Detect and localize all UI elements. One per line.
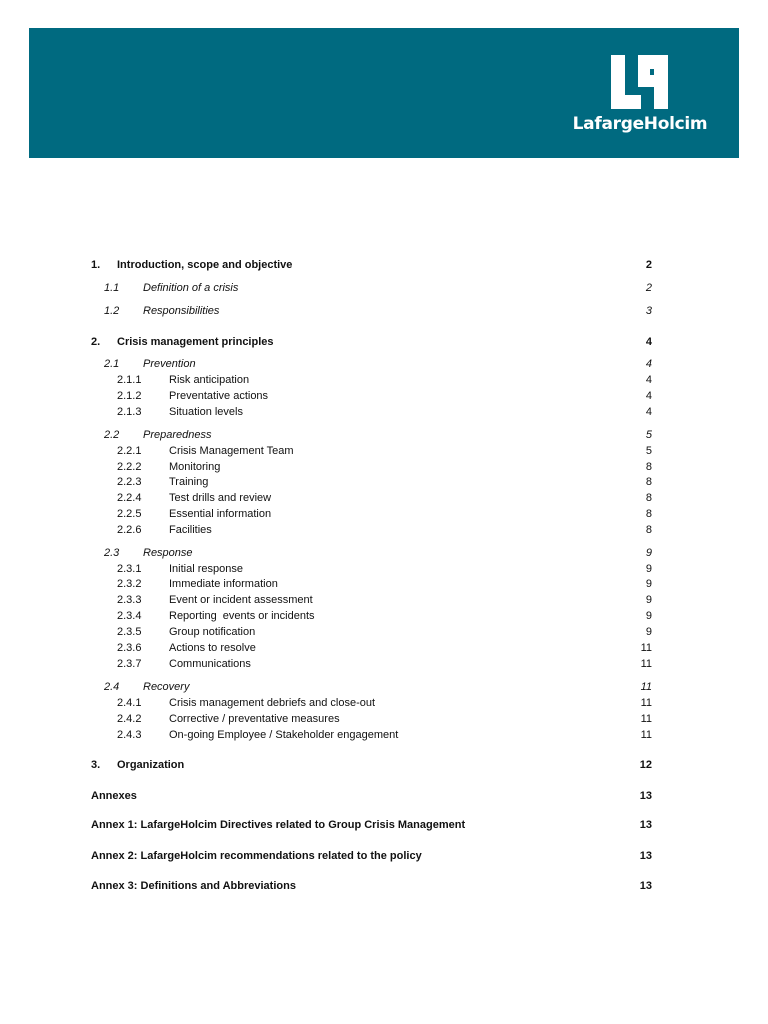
toc-entry[interactable] xyxy=(0,404,768,420)
toc-entry-title: Facilities xyxy=(169,524,212,536)
toc-entry-page: 9 xyxy=(645,547,652,559)
toc-entry-number: 1. xyxy=(91,259,101,271)
toc-entry-title: Organization xyxy=(117,759,185,771)
toc-entry[interactable] xyxy=(0,459,768,475)
toc-entry-page: 11 xyxy=(640,729,652,741)
toc-entry-number: 2.3.5 xyxy=(117,626,142,638)
toc-entry[interactable] xyxy=(0,257,768,273)
toc-entry-number: 2.3.4 xyxy=(117,610,142,622)
toc-entry[interactable] xyxy=(0,624,768,640)
toc-entry-page: 3 xyxy=(645,305,652,317)
toc-entry-page: 4 xyxy=(645,336,652,348)
toc-entry[interactable] xyxy=(0,443,768,459)
toc-entry-title: Response xyxy=(143,547,193,559)
toc-entry-number: 1.2 xyxy=(104,305,120,317)
toc-entry-number: 2.3.7 xyxy=(117,658,142,670)
toc-entry-page: 4 xyxy=(645,406,652,418)
toc-entry-page: 11 xyxy=(640,681,652,693)
toc-entry-title: Recovery xyxy=(143,681,190,693)
toc-entry-number: 3. xyxy=(91,759,101,771)
toc-entry-number: 2.3.3 xyxy=(117,594,142,606)
toc-entry-number: 2.4.2 xyxy=(117,713,142,725)
toc-entry[interactable] xyxy=(0,757,768,773)
toc-entry[interactable] xyxy=(0,576,768,592)
toc-entry-number: 2.2.2 xyxy=(117,461,142,473)
toc-entry-title: Immediate information xyxy=(169,578,278,590)
toc-entry-page: 5 xyxy=(645,445,652,457)
toc-entry-page: 11 xyxy=(640,642,652,654)
toc-entry[interactable] xyxy=(0,545,768,561)
toc-entry[interactable] xyxy=(0,334,768,350)
toc-entry-page: 13 xyxy=(639,880,652,892)
toc-entry-page: 2 xyxy=(645,282,652,294)
toc-entry-number: 2.4.1 xyxy=(117,697,142,709)
toc-entry-number: 2. xyxy=(91,336,101,348)
toc-entry-title: Annex 2: LafargeHolcim recommendations related to the policy xyxy=(91,850,422,862)
toc-entry[interactable] xyxy=(0,506,768,522)
toc-entry-page: 13 xyxy=(639,790,652,802)
toc-entry-page: 9 xyxy=(645,563,652,575)
toc-entry-page: 4 xyxy=(645,374,652,386)
toc-entry-page: 12 xyxy=(639,759,652,771)
toc-entry[interactable] xyxy=(0,878,768,894)
toc-entry-page: 8 xyxy=(645,492,652,504)
toc-entry-page: 8 xyxy=(645,476,652,488)
toc-entry[interactable] xyxy=(0,522,768,538)
toc-entry-title: Actions to resolve xyxy=(169,642,256,654)
toc-entry-title: Crisis management principles xyxy=(117,336,274,348)
toc-entry-number: 2.3.2 xyxy=(117,578,142,590)
toc-entry-title: Crisis management debriefs and close-out xyxy=(169,697,376,709)
toc-entry-number: 2.3.6 xyxy=(117,642,142,654)
toc-entry-page: 9 xyxy=(645,610,652,622)
toc-entry[interactable] xyxy=(0,372,768,388)
toc-entry[interactable] xyxy=(0,640,768,656)
toc-entry-title: Initial response xyxy=(169,563,243,575)
toc-entry-title: Annexes xyxy=(91,790,137,802)
toc-entry-title: Preventative actions xyxy=(169,390,269,402)
toc-entry-number: 2.2.3 xyxy=(117,476,142,488)
toc-entry-page: 8 xyxy=(645,461,652,473)
toc-entry-title: Corrective / preventative measures xyxy=(169,713,340,725)
toc-entry-page: 9 xyxy=(645,594,652,606)
toc-entry[interactable] xyxy=(0,656,768,672)
toc-entry[interactable] xyxy=(0,695,768,711)
toc-entry-number: 2.1.1 xyxy=(117,374,142,386)
toc-entry-title: On-going Employee / Stakeholder engagement xyxy=(169,729,399,741)
toc-entry[interactable] xyxy=(0,427,768,443)
toc-entry-title: Communications xyxy=(169,658,251,670)
toc-entry-page: 5 xyxy=(645,429,652,441)
toc-entry-title: Reporting events or incidents xyxy=(169,610,315,622)
toc-entry-title: Group notification xyxy=(169,626,256,638)
toc-entry[interactable] xyxy=(0,848,768,864)
toc-entry[interactable] xyxy=(0,561,768,577)
toc-entry-page: 11 xyxy=(640,697,652,709)
toc-entry-page: 4 xyxy=(645,358,652,370)
toc-entry-number: 2.3 xyxy=(104,547,120,559)
toc-entry[interactable] xyxy=(0,303,768,319)
toc-entry-page: 11 xyxy=(640,713,652,725)
toc-entry-page: 13 xyxy=(639,850,652,862)
toc-entry-number: 2.4.3 xyxy=(117,729,142,741)
toc-entry-page: 2 xyxy=(645,259,652,271)
toc-entry-title: Prevention xyxy=(143,358,196,370)
toc-entry-page: 9 xyxy=(645,578,652,590)
toc-entry[interactable] xyxy=(0,356,768,372)
toc-entry-page: 4 xyxy=(645,390,652,402)
toc-entry-title: Responsibilities xyxy=(143,305,220,317)
toc-entry-number: 2.1 xyxy=(104,358,120,370)
toc-entry[interactable] xyxy=(0,727,768,743)
toc-entry-title: Essential information xyxy=(169,508,272,520)
toc-entry-title: Test drills and review xyxy=(169,492,272,504)
toc-entry[interactable] xyxy=(0,280,768,296)
toc-entry[interactable] xyxy=(0,679,768,695)
toc-entry[interactable] xyxy=(0,490,768,506)
toc-entry-title: Event or incident assessment xyxy=(169,594,313,606)
toc-entry-title: Monitoring xyxy=(169,461,221,473)
toc-entry[interactable] xyxy=(0,608,768,624)
toc-entry-number: 2.1.2 xyxy=(117,390,142,402)
toc-entry-number: 2.2 xyxy=(104,429,120,441)
toc-entry-number: 1.1 xyxy=(104,282,120,294)
toc-entry-page: 8 xyxy=(645,508,652,520)
toc-entry-page: 11 xyxy=(640,658,652,670)
toc-entry-number: 2.2.6 xyxy=(117,524,142,536)
toc-entry-title: Situation levels xyxy=(169,406,243,418)
toc-entry-title: Annex 1: LafargeHolcim Directives related to Group Crisis Management xyxy=(91,819,466,831)
toc-entry-number: 2.2.5 xyxy=(117,508,142,520)
toc-entry[interactable] xyxy=(0,711,768,727)
toc-entry[interactable] xyxy=(0,788,768,804)
toc-entry-page: 8 xyxy=(645,524,652,536)
toc-entry-number: 2.4 xyxy=(104,681,120,693)
toc-entry-title: Training xyxy=(169,476,209,488)
toc-entry-number: 2.2.1 xyxy=(117,445,142,457)
toc-entry-title: Definition of a crisis xyxy=(143,282,239,294)
toc-entry-page: 9 xyxy=(645,626,652,638)
toc-entry-title: Annex 3: Definitions and Abbreviations xyxy=(91,880,296,892)
toc-entry-number: 2.2.4 xyxy=(117,492,142,504)
toc-entry-number: 2.3.1 xyxy=(117,563,142,575)
toc-entry-title: Preparedness xyxy=(143,429,212,441)
toc-entry-title: Crisis Management Team xyxy=(169,445,294,457)
toc-entry-page: 13 xyxy=(639,819,652,831)
toc-entry[interactable] xyxy=(0,474,768,490)
brand-name: LafargeHolcim xyxy=(572,114,708,134)
toc-entry-title: Introduction, scope and objective xyxy=(117,259,293,271)
toc-entry[interactable] xyxy=(0,388,768,404)
toc-entry[interactable] xyxy=(0,817,768,833)
toc-entry-number: 2.1.3 xyxy=(117,406,142,418)
toc-entry[interactable] xyxy=(0,592,768,608)
toc-entry-title: Risk anticipation xyxy=(169,374,250,386)
